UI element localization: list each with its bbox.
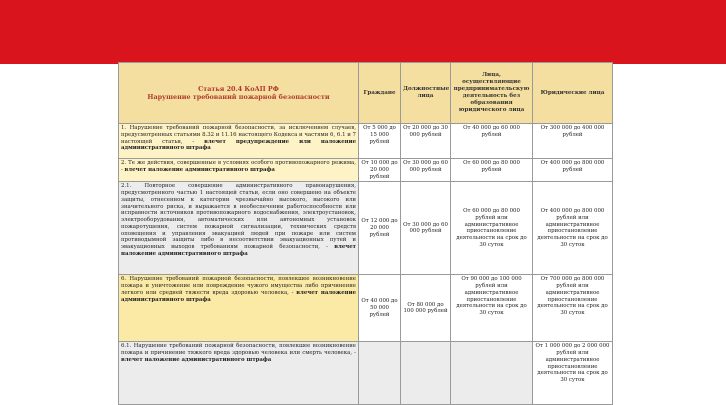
table-row bbox=[119, 275, 613, 342]
fine-citizens: От 40 000 до 50 000 рублей bbox=[359, 275, 401, 342]
header-legal-entities: Юридические лица bbox=[533, 63, 613, 124]
fine-legal-entities: От 400 000 до 800 000 рублей или административное приостановление деятельности на срок до 30 суток bbox=[533, 182, 613, 275]
fine-officials: От 30 000 до 60 000 рублей bbox=[401, 182, 451, 275]
row-description: 1. Нарушение требований пожарной безопасности, за исключением случаев, предусмотренных статьями 8.32 и 11.16 настоящего Кодекса и частями 6, 6.1 и 7 настоящей статьи, - влечет предупреждение или наложение административного штрафа bbox=[119, 124, 359, 159]
fine-officials bbox=[401, 342, 451, 405]
row-description: 6. Нарушение требований пожарной безопасности, повлекшее возникновение пожара и уничтожение или повреждение чужого имущества либо причинение легкого или средней тяжести вреда здоровью человека, - влечет наложение административного штрафа bbox=[119, 275, 359, 342]
header-article-cell bbox=[119, 63, 359, 124]
fine-officials: От 20 000 до 30 000 рублей bbox=[401, 124, 451, 159]
fine-officials: От 30 000 до 60 000 рублей bbox=[401, 159, 451, 182]
fine-entrepreneurs: От 60 000 до 80 000 рублей или административное приостановление деятельности на срок до 30 суток bbox=[451, 182, 533, 275]
header-entrepreneurs: Лица, осуществляющие предпринимательскую деятельность без образования юридического лица bbox=[451, 63, 533, 124]
red-banner bbox=[0, 0, 726, 64]
header-citizens: Граждане bbox=[359, 63, 401, 124]
row-description: 2.1. Повторное совершение административного правонарушения, предусмотренного частью 1 настоящей статьи, если оно совершено на объекте защиты, отнесенном к категории чрезвычайно высокого, высокого или значительного риска, и выражается в необеспечении работоспособности или исправности источников противопожарного водоснабжения, электроустановок, электрооборудования, автоматических или автономных установок пожаротушения, систем пожарной сигнализации, технических средств оповещения и управления эвакуацией людей при пожаре или систем противодымной защиты либо в несоответствии эвакуационных путей и эвакуационных выходов требованиям пожарной безопасности, - влечет наложение административного штрафа bbox=[119, 182, 359, 275]
article-subtitle: Нарушение требований пожарной безопасности bbox=[147, 93, 330, 101]
fine-citizens: От 12 000 до 20 000 рублей bbox=[359, 182, 401, 275]
row-description: 6.1. Нарушение требований пожарной безопасности, повлекшее возникновение пожара и причинение тяжкого вреда здоровью человека или смерть человека, - влечет наложение административного штрафа bbox=[119, 342, 359, 405]
fine-entrepreneurs: От 60 000 до 80 000 рублей bbox=[451, 159, 533, 182]
fine-legal-entities: От 400 000 до 800 000 рублей bbox=[533, 159, 613, 182]
fines-table bbox=[118, 62, 613, 405]
table-row bbox=[119, 124, 613, 159]
fine-citizens: От 5 000 до 15 000 рублей bbox=[359, 124, 401, 159]
table-header-row bbox=[119, 63, 613, 124]
table-row bbox=[119, 159, 613, 182]
fine-entrepreneurs: От 90 000 до 100 000 рублей или административное приостановление деятельности на срок до 30 суток bbox=[451, 275, 533, 342]
fine-legal-entities: От 1 000 000 до 2 000 000 рублей или административное приостановление деятельности на срок до 30 суток bbox=[533, 342, 613, 405]
fine-officials: От 80 000 до 100 000 рублей bbox=[401, 275, 451, 342]
fine-legal-entities: От 300 000 до 400 000 рублей bbox=[533, 124, 613, 159]
table-row bbox=[119, 182, 613, 275]
fine-citizens bbox=[359, 342, 401, 405]
fine-citizens: От 10 000 до 20 000 рублей bbox=[359, 159, 401, 182]
table-row bbox=[119, 342, 613, 405]
fine-entrepreneurs bbox=[451, 342, 533, 405]
article-title: Статья 20.4 КоАП РФ bbox=[198, 85, 279, 93]
fine-entrepreneurs: От 40 000 до 60 000 рублей bbox=[451, 124, 533, 159]
row-description: 2. Те же действия, совершенные в условиях особого противопожарного режима, - влечет наложение административного штрафа bbox=[119, 159, 359, 182]
header-officials: Должностные лица bbox=[401, 63, 451, 124]
fine-legal-entities: От 700 000 до 800 000 рублей или административное приостановление деятельности на срок до 30 суток bbox=[533, 275, 613, 342]
